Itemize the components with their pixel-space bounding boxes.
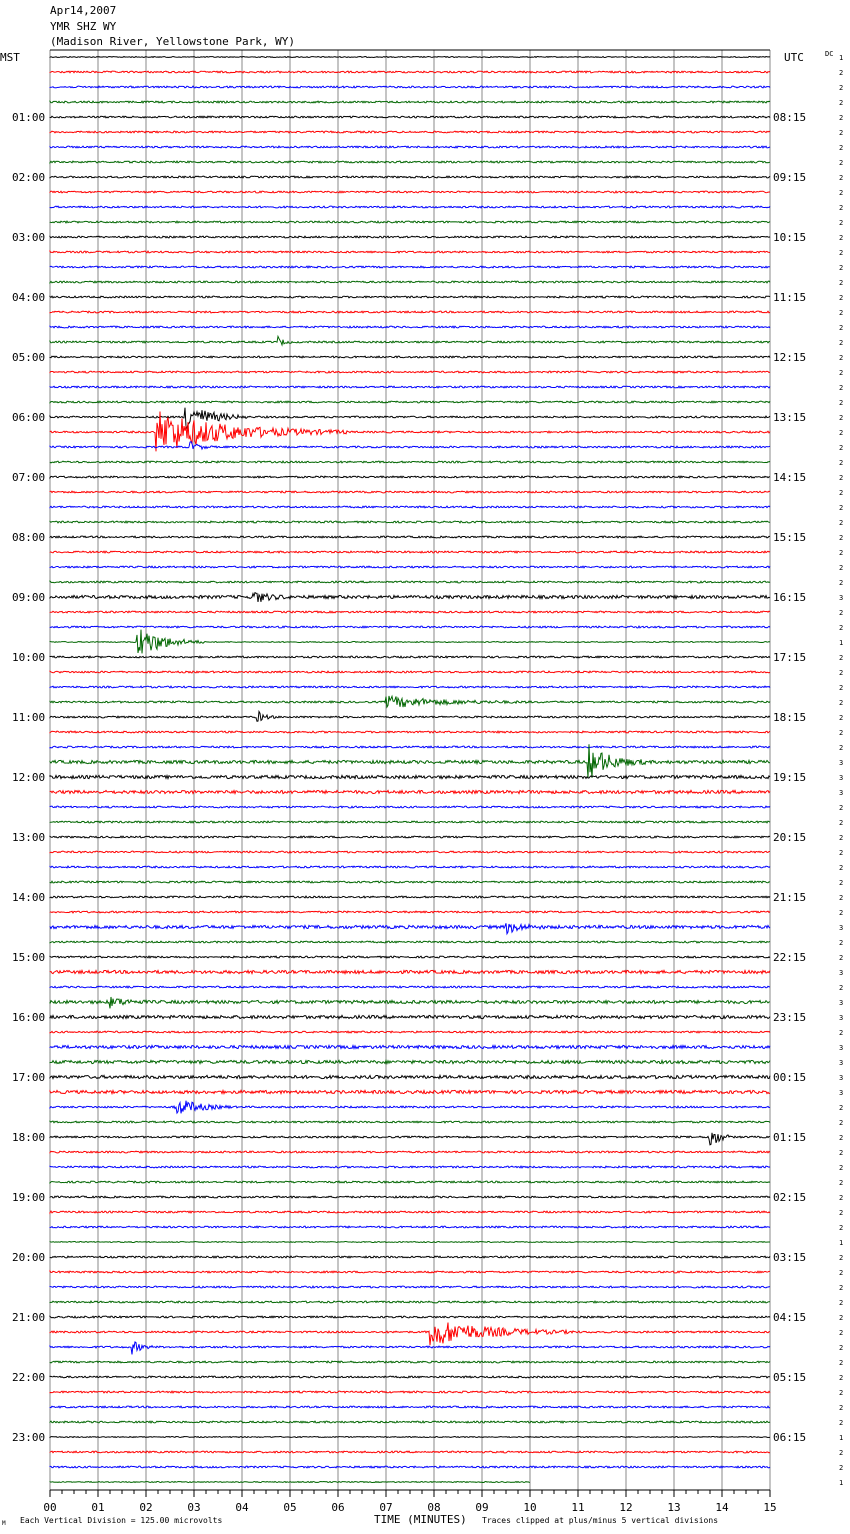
x-tick-label: 06 [331, 1501, 345, 1514]
trace-line [50, 581, 770, 583]
trace-line [50, 566, 770, 568]
trace-noise-digit: 2 [839, 174, 844, 182]
trace-noise-digit: 2 [839, 1134, 844, 1142]
left-hour-label: 17:00 [12, 1071, 46, 1084]
trace-noise-digit: 2 [839, 1404, 844, 1412]
trace-line [50, 775, 770, 778]
trace-noise-digit: 2 [839, 1389, 844, 1397]
trace-line [50, 1342, 770, 1354]
right-hour-label: 01:15 [773, 1131, 807, 1144]
trace-noise-digit: 2 [839, 1299, 844, 1307]
x-tick-label: 14 [715, 1501, 729, 1514]
trace-line [50, 1211, 770, 1213]
right-hour-label: 06:15 [773, 1431, 807, 1444]
trace-line [50, 836, 770, 838]
trace-noise-digit: 2 [839, 369, 844, 377]
footer-scale-note: Each Vertical Division = 125.00 microvolts [20, 1516, 223, 1525]
right-hour-label: 19:15 [773, 771, 807, 784]
trace-line [50, 1226, 770, 1228]
trace-noise-digit: 2 [839, 624, 844, 632]
trace-line [50, 461, 770, 463]
x-tick-label: 02 [139, 1501, 153, 1514]
trace-line [50, 896, 770, 898]
trace-line [50, 236, 770, 238]
footer-clip-note: Traces clipped at plus/minus 5 vertical divisions [482, 1516, 719, 1525]
trace-digits [839, 54, 843, 1487]
trace-noise-digit: 2 [839, 564, 844, 572]
right-hour-label: 04:15 [773, 1311, 807, 1324]
trace-line [50, 266, 770, 268]
x-tick-label: 09 [475, 1501, 489, 1514]
left-hour-label: 23:00 [12, 1431, 46, 1444]
trace-line [50, 206, 770, 208]
left-hour-label: 13:00 [12, 831, 46, 844]
trace-line [50, 806, 770, 808]
trace-line [50, 1151, 770, 1153]
trace-line [50, 401, 770, 403]
right-hour-label: 23:15 [773, 1011, 807, 1024]
trace-line [50, 1031, 770, 1033]
right-timezone-label: UTC [784, 51, 804, 64]
x-tick-label: 07 [379, 1501, 393, 1514]
chart-date: Apr14,2007 [50, 4, 117, 17]
trace-noise-digit: 2 [839, 939, 844, 947]
trace-line [50, 356, 770, 358]
trace-line [50, 851, 770, 853]
trace-line [50, 491, 770, 493]
left-hour-label: 05:00 [12, 351, 46, 364]
left-hour-label: 02:00 [12, 171, 46, 184]
trace-line [50, 1406, 770, 1408]
trace-noise-digit: 2 [839, 744, 844, 752]
trace-line [50, 101, 770, 103]
trace-noise-digit: 2 [839, 1329, 844, 1337]
trace-noise-digit: 1 [839, 1239, 844, 1247]
trace-line [50, 1090, 770, 1093]
trace-noise-digit: 2 [839, 444, 844, 452]
trace-line [50, 1196, 770, 1198]
right-hour-label: 00:15 [773, 1071, 807, 1084]
trace-noise-digit: 2 [839, 894, 844, 902]
trace-line [50, 630, 770, 654]
right-hour-label: 14:15 [773, 471, 807, 484]
trace-line [50, 131, 770, 133]
trace-line [50, 1376, 770, 1378]
trace-noise-digit: 2 [839, 159, 844, 167]
trace-line [50, 731, 770, 733]
trace-noise-digit: 2 [839, 1224, 844, 1232]
trace-noise-digit: 2 [839, 1254, 844, 1262]
trace-line [50, 71, 770, 73]
trace-line [50, 686, 770, 688]
trace-noise-digit: 3 [839, 1014, 844, 1022]
trace-noise-digit: 3 [839, 924, 844, 932]
trace-noise-digit: 2 [839, 1104, 844, 1112]
trace-line [50, 476, 770, 478]
left-hour-label: 22:00 [12, 1371, 46, 1384]
trace-noise-digit: 2 [839, 1344, 844, 1352]
trace-noise-digit: 2 [839, 459, 844, 467]
trace-noise-digit: 2 [839, 909, 844, 917]
right-hour-label: 09:15 [773, 171, 807, 184]
trace-line [50, 386, 770, 388]
trace-line [50, 1286, 770, 1288]
trace-noise-digit: 2 [839, 804, 844, 812]
trace-noise-digit: 2 [839, 534, 844, 542]
left-hour-label: 01:00 [12, 111, 46, 124]
trace-noise-digit: 3 [839, 594, 844, 602]
right-hour-label: 18:15 [773, 711, 807, 724]
right-hour-label: 12:15 [773, 351, 807, 364]
trace-noise-digit: 1 [839, 639, 844, 647]
trace-noise-digit: 1 [839, 54, 844, 62]
trace-line [50, 161, 770, 163]
x-tick-label: 12 [619, 1501, 633, 1514]
trace-noise-digit: 2 [839, 1359, 844, 1367]
trace-line [50, 593, 770, 602]
trace-line [50, 281, 770, 283]
trace-line [50, 176, 770, 178]
trace-line [50, 1437, 770, 1438]
trace-line [50, 1101, 770, 1114]
trace-noise-digit: 2 [839, 324, 844, 332]
trace-noise-digit: 2 [839, 339, 844, 347]
trace-noise-digit: 2 [839, 879, 844, 887]
right-hour-label: 05:15 [773, 1371, 807, 1384]
trace-line [50, 442, 770, 449]
right-hour-label: 17:15 [773, 651, 807, 664]
trace-noise-digit: 2 [839, 414, 844, 422]
trace-noise-digit: 3 [839, 969, 844, 977]
trace-noise-digit: 2 [839, 1029, 844, 1037]
trace-line [50, 311, 770, 313]
trace-noise-digit: 2 [839, 684, 844, 692]
trace-line [50, 1133, 770, 1145]
trace-noise-digit: 3 [839, 1059, 844, 1067]
trace-noise-digit: 3 [839, 774, 844, 782]
trace-line [50, 923, 770, 933]
trace-noise-digit: 2 [839, 1449, 844, 1457]
trace-noise-digit: 2 [839, 1194, 844, 1202]
x-tick-label: 08 [427, 1501, 441, 1514]
trace-noise-digit: 2 [839, 84, 844, 92]
trace-line [50, 408, 770, 428]
trace-line [50, 116, 770, 118]
x-tick-label: 05 [283, 1501, 297, 1514]
trace-noise-digit: 2 [839, 729, 844, 737]
trace-noise-digit: 3 [839, 1074, 844, 1082]
left-hour-label: 09:00 [12, 591, 46, 604]
trace-line [50, 744, 770, 778]
trace-noise-digit: 2 [839, 114, 844, 122]
left-hour-label: 14:00 [12, 891, 46, 904]
trace-line [50, 86, 770, 88]
right-hour-label: 03:15 [773, 1251, 807, 1264]
seismic-traces [50, 57, 770, 1483]
left-hour-label: 10:00 [12, 651, 46, 664]
station-location: (Madison River, Yellowstone Park, WY) [50, 35, 296, 48]
trace-line [50, 1256, 770, 1258]
left-hour-label: 08:00 [12, 531, 46, 544]
trace-noise-digit: 2 [839, 714, 844, 722]
trace-line [50, 746, 770, 748]
trace-line [50, 1316, 770, 1318]
trace-line [50, 1466, 770, 1468]
vertical-grid [50, 50, 770, 1490]
trace-noise-digit: 2 [839, 549, 844, 557]
right-hour-label: 08:15 [773, 111, 807, 124]
trace-noise-digit: 3 [839, 1089, 844, 1097]
trace-noise-digit: 2 [839, 864, 844, 872]
left-hour-label: 18:00 [12, 1131, 46, 1144]
x-tick-label: 01 [91, 1501, 105, 1514]
trace-line [50, 956, 770, 958]
trace-line [50, 1421, 770, 1423]
trace-line [50, 1323, 770, 1346]
trace-noise-digit: 2 [839, 309, 844, 317]
trace-line [50, 997, 770, 1008]
x-tick-label: 03 [187, 1501, 201, 1514]
left-hour-label: 04:00 [12, 291, 46, 304]
trace-noise-digit: 2 [839, 579, 844, 587]
trace-line [50, 1015, 770, 1018]
trace-noise-digit: 3 [839, 789, 844, 797]
trace-noise-digit: 2 [839, 504, 844, 512]
trace-noise-digit: 2 [839, 1284, 844, 1292]
left-hour-label: 12:00 [12, 771, 46, 784]
trace-line [50, 1181, 770, 1183]
trace-line [50, 656, 770, 658]
x-tick-label: 04 [235, 1501, 249, 1514]
trace-line [50, 671, 770, 673]
trace-noise-digit: 1 [839, 1479, 844, 1487]
x-tick-label: 15 [763, 1501, 777, 1514]
trace-noise-digit: 2 [839, 669, 844, 677]
trace-line [50, 1045, 770, 1048]
trace-noise-digit: 2 [839, 654, 844, 662]
right-hour-label: 10:15 [773, 231, 807, 244]
trace-line [50, 821, 770, 823]
trace-line [50, 251, 770, 253]
trace-noise-digit: 2 [839, 69, 844, 77]
trace-line [50, 1451, 770, 1453]
trace-noise-digit: 2 [839, 384, 844, 392]
left-hour-label: 11:00 [12, 711, 46, 724]
trace-line [50, 1242, 770, 1243]
trace-line [50, 1166, 770, 1168]
right-hour-label: 21:15 [773, 891, 807, 904]
trace-noise-digit: 2 [839, 249, 844, 257]
trace-line [50, 1391, 770, 1393]
trace-noise-digit: 2 [839, 1209, 844, 1217]
trace-line [50, 221, 770, 223]
trace-noise-digit: 2 [839, 294, 844, 302]
trace-line [50, 941, 770, 943]
trace-line [50, 712, 770, 722]
right-hour-label: 11:15 [773, 291, 807, 304]
trace-noise-digit: 2 [839, 1179, 844, 1187]
x-tick-label: 00 [43, 1501, 57, 1514]
right-hour-label: 02:15 [773, 1191, 807, 1204]
trace-line [50, 626, 770, 628]
trace-line [50, 790, 770, 793]
trace-line [50, 696, 770, 707]
station-code: YMR SHZ WY [50, 20, 117, 33]
trace-noise-digit: 2 [839, 354, 844, 362]
x-axis [2, 1490, 777, 1527]
trace-line [50, 970, 770, 973]
trace-noise-digit: 2 [839, 234, 844, 242]
right-hour-label: 22:15 [773, 951, 807, 964]
trace-noise-digit: 2 [839, 474, 844, 482]
left-hour-label: 15:00 [12, 951, 46, 964]
trace-line [50, 1361, 770, 1363]
trace-line [50, 336, 770, 344]
left-hour-label: 16:00 [12, 1011, 46, 1024]
trace-line [50, 57, 770, 58]
trace-line [50, 881, 770, 883]
trace-noise-digit: 2 [839, 1269, 844, 1277]
trace-noise-digit: 2 [839, 609, 844, 617]
trace-noise-digit: 1 [839, 1434, 844, 1442]
x-tick-label: 11 [571, 1501, 585, 1514]
trace-noise-digit: 2 [839, 204, 844, 212]
trace-noise-digit: 2 [839, 1419, 844, 1427]
left-hour-label: 07:00 [12, 471, 46, 484]
trace-line [50, 1301, 770, 1303]
footer-corner-mark: M [2, 1520, 6, 1527]
trace-noise-digit: 2 [839, 129, 844, 137]
trace-noise-digit: 2 [839, 1149, 844, 1157]
trace-noise-digit: 3 [839, 759, 844, 767]
left-hour-label: 19:00 [12, 1191, 46, 1204]
trace-line [50, 611, 770, 613]
left-hour-label: 06:00 [12, 411, 46, 424]
trace-line [50, 911, 770, 913]
trace-noise-digit: 2 [839, 399, 844, 407]
trace-line [50, 371, 770, 373]
trace-noise-digit: 3 [839, 1044, 844, 1052]
trace-noise-digit: 2 [839, 264, 844, 272]
trace-noise-digit: 2 [839, 954, 844, 962]
trace-noise-digit: 2 [839, 849, 844, 857]
x-axis-title: TIME (MINUTES) [374, 1513, 467, 1526]
trace-line [50, 986, 770, 988]
trace-noise-digit: 2 [839, 834, 844, 842]
trace-line [50, 1060, 770, 1063]
trace-noise-digit: 2 [839, 699, 844, 707]
left-hour-label: 20:00 [12, 1251, 46, 1264]
trace-noise-digit: 2 [839, 1464, 844, 1472]
trace-line [50, 536, 770, 538]
trace-line [50, 1075, 770, 1078]
trace-line [50, 521, 770, 523]
trace-noise-digit: 2 [839, 219, 844, 227]
trace-line [50, 1271, 770, 1273]
right-hour-label: 20:15 [773, 831, 807, 844]
trace-noise-digit: 2 [839, 984, 844, 992]
right-hour-label: 13:15 [773, 411, 807, 424]
trace-noise-digit: 2 [839, 189, 844, 197]
trace-line [50, 326, 770, 328]
trace-noise-digit: 2 [839, 1119, 844, 1127]
trace-noise-digit: 2 [839, 489, 844, 497]
trace-line [50, 866, 770, 868]
trace-noise-digit: 2 [839, 99, 844, 107]
trace-noise-digit: 2 [839, 279, 844, 287]
trace-line [50, 146, 770, 148]
trace-noise-digit: 2 [839, 144, 844, 152]
trace-noise-digit: 2 [839, 1374, 844, 1382]
left-hour-label: 03:00 [12, 231, 46, 244]
left-timezone-label: MST [0, 51, 20, 64]
trace-line [50, 191, 770, 193]
trace-noise-digit: 2 [839, 819, 844, 827]
trace-line [50, 1121, 770, 1123]
trace-line [50, 296, 770, 298]
trace-noise-digit: 2 [839, 1314, 844, 1322]
trace-noise-digit: 3 [839, 999, 844, 1007]
corner-dc-label: DC [825, 50, 834, 58]
trace-noise-digit: 2 [839, 1164, 844, 1172]
trace-line [50, 551, 770, 553]
left-hour-label: 21:00 [12, 1311, 46, 1324]
trace-noise-digit: 2 [839, 429, 844, 437]
right-hour-label: 15:15 [773, 531, 807, 544]
trace-noise-digit: 2 [839, 519, 844, 527]
trace-line [50, 506, 770, 508]
x-tick-label: 10 [523, 1501, 537, 1514]
x-tick-label: 13 [667, 1501, 681, 1514]
right-hour-label: 16:15 [773, 591, 807, 604]
